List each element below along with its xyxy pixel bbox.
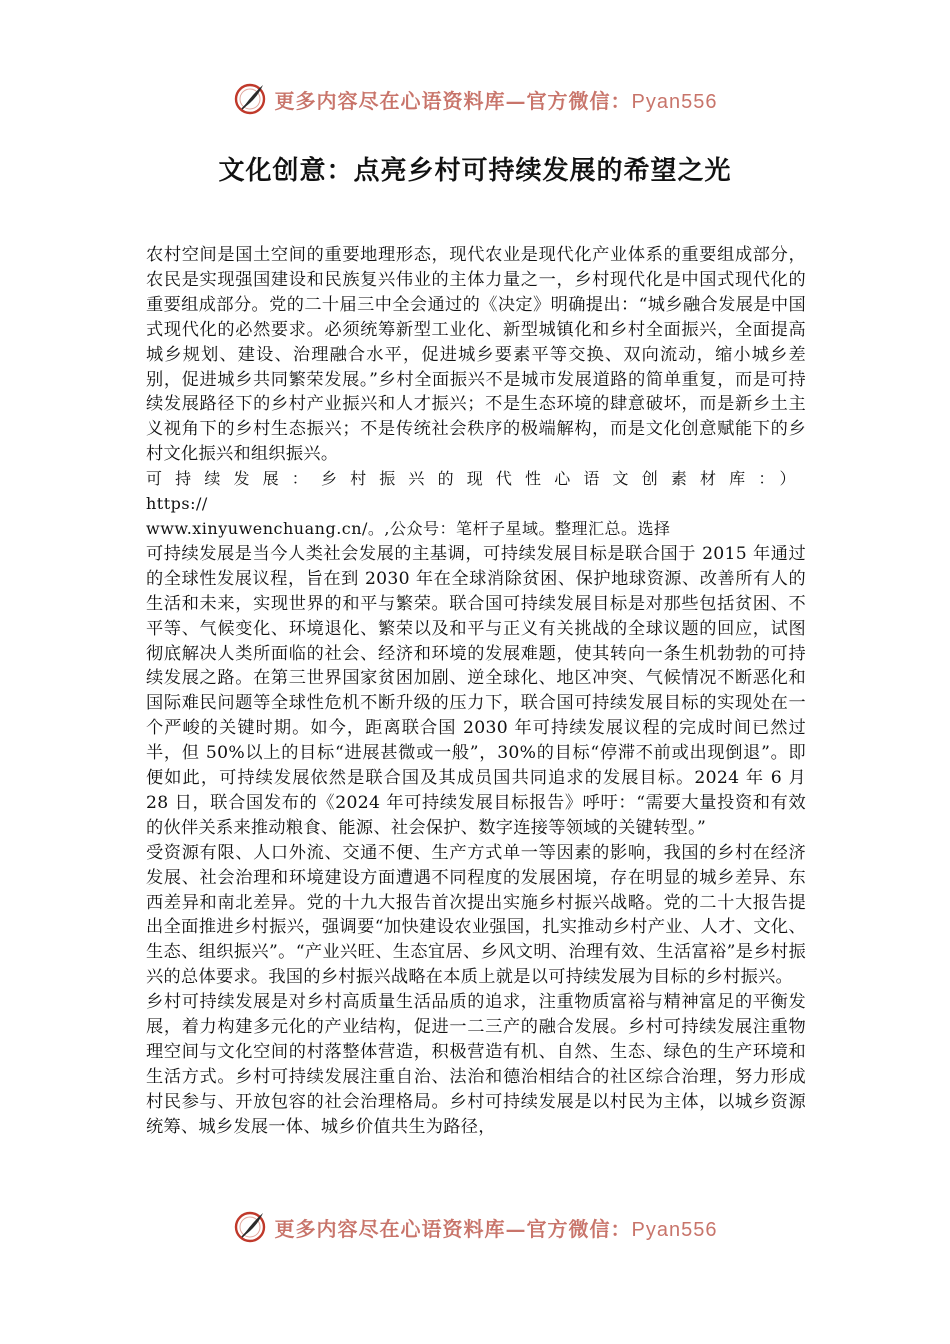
document-body <box>146 243 806 1140</box>
document-title: 文化创意：点亮乡村可持续发展的希望之光 <box>218 156 732 186</box>
source-url-start: https:// <box>146 494 208 514</box>
source-line <box>146 467 806 542</box>
source-url-rest: www.xinyuwenchuang.cn/。,公众号：笔杆子星域。整理汇总。选择 <box>146 518 671 538</box>
footer-banner-text: 更多内容尽在心语资料库—官方微信：Pyan556 <box>274 1216 718 1241</box>
paragraph-4: 乡村可持续发展是对乡村高质量生活品质的追求，注重物质富裕与精神富足的平衡发展，着力构建多元化的产业结构，促进一二三产的融合发展。乡村可持续发展注重物理空间与文化空间的村落整体营造，积极营造有机、自然、生态、绿色的生产环境和生活方式。乡村可持续发展注重自治、法治和德治相结合的社区综合治理，努力形成村民参与、开放包容的社会治理格局。乡村可持续发展是以村民为主体，以城乡资源统筹、城乡发展一体、城乡价值共生为路径， <box>146 992 806 1137</box>
banner-text: 更多内容尽在心语资料库—官方微信：Pyan556 <box>274 88 718 113</box>
banner-wechat-id: Pyan556 <box>631 90 718 113</box>
paragraph-2: 可持续发展是当今人类社会发展的主基调，可持续发展目标是联合国于 2015 年通过的全球性发展议程，旨在到 2030 年在全球消除贫困、保护地球资源、改善所有人的生活和未来，实现世界的和平与繁荣。联合国可持续发展目标是对那些包括贫困、不平等、气候变化、环境退化、繁荣以及和平与正义有关挑战的全球议题的回应，试图彻底解决人类所面临的社会、经济和环境的发展难题，使其转向一条生机勃勃的可持续发展之路。在第三世界国家贫困加剧、逆全球化、地区冲突、气候情况不断恶化和国际难民问题等全球性危机不断升级的压力下，联合国可持续发展目标的实现处在一个严峻的关键时期。如今，距离联合国 2030 年可持续发展议程的完成时间已然过半，但 50%以上的目标“进展甚微或一般”，30%的目标“停滞不前或出现倒退”。即便如此，可持续发展依然是联合国及其成员国共同追求的发展目标。2024 年 6 月 28 日，联合国发布的《2024 年可持续发展目标报告》呼吁：“需要大量投资和有效的伙伴关系来推动粮食、能源、社会保护、数字连接等领域的关键转型。” <box>146 543 806 838</box>
source-label: 可持续发展：乡村振兴的现代性心语文创素材库：） <box>146 469 806 489</box>
quill-pen-icon <box>233 82 267 116</box>
paragraph-3: 受资源有限、人口外流、交通不便、生产方式单一等因素的影响，我国的乡村在经济发展、社会治理和环境建设方面遭遇不同程度的发展困境，存在明显的城乡差异、东西差异和南北差异。党的十九大报告首次提出实施乡村振兴战略。党的二十大报告提出全面推进乡村振兴，强调要“加快建设农业强国，扎实推动乡村产业、人才、文化、生态、组织振兴”。“产业兴旺、生态宜居、乡风文明、治理有效、生活富裕”是乡村振兴的总体要求。我国的乡村振兴战略在本质上就是以可持续发展为目标的乡村振兴。 <box>146 842 806 988</box>
footer-banner <box>0 1210 950 1244</box>
header-banner <box>0 82 950 116</box>
paragraph-1: 农村空间是国土空间的重要地理形态，现代农业是现代化产业体系的重要组成部分，农民是实现强国建设和民族复兴伟业的主体力量之一，乡村现代化是中国式现代化的重要组成部分。党的二十届三中全会通过的《决定》明确提出：“城乡融合发展是中国式现代化的必然要求。必须统筹新型工业化、新型城镇化和乡村全面振兴，全面提高城乡规划、建设、治理融合水平，促进城乡要素平等交换、双向流动，缩小城乡差别，促进城乡共同繁荣发展。”乡村全面振兴不是城市发展道路的简单重复，而是可持续发展路径下的乡村产业振兴和人才振兴；不是生态环境的肆意破坏，而是新乡土主义视角下的乡村生态振兴；不是传统社会秩序的极端解构，而是文化创意赋能下的乡村文化振兴和组织振兴。 <box>146 245 806 465</box>
footer-banner-wechat-id: Pyan556 <box>631 1218 718 1241</box>
quill-pen-icon <box>233 1210 267 1244</box>
